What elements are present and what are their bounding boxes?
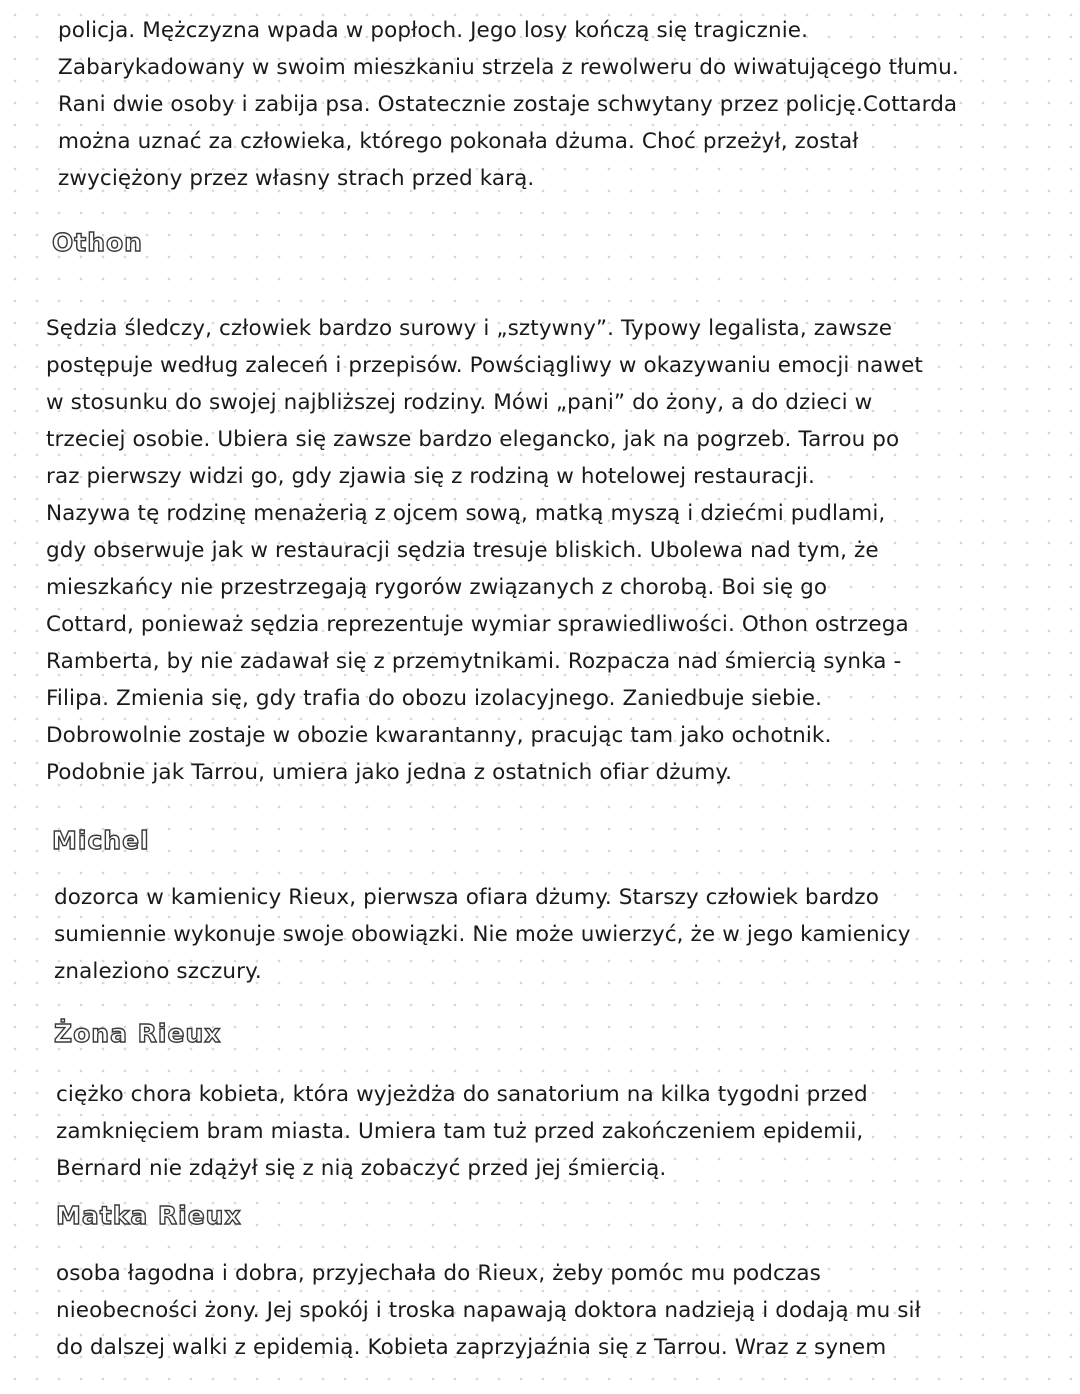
text-line: Rani dwie osoby i zabija psa. Ostatecznie zostaje schwytany przez policję.Cottarda [58,92,958,117]
text-line: w stosunku do swojej najbliższej rodziny. Mówi „pani” do żony, a do dzieci w [46,390,873,415]
matka-rieux-heading: Matka Rieux [56,1201,242,1230]
text-line: trzeciej osobie. Ubiera się zawsze bardzo elegancko, jak na pogrzeb. Tarrou po [46,427,900,452]
text-line: raz pierwszy widzi go, gdy zjawia się z rodziną w hotelowej restauracji. [46,464,815,489]
text-line: sumiennie wykonuje swoje obowiązki. Nie może uwierzyć, że w jego kamienicy [54,922,911,947]
text-line: Dobrowolnie zostaje w obozie kwarantanny, pracując tam jako ochotnik. [46,723,832,748]
text-line: policja. Mężczyzna wpada w popłoch. Jego losy kończą się tragicznie. [58,18,809,43]
michel-heading: Michel [52,826,150,855]
text-line: Sędzia śledczy, człowiek bardzo surowy i „sztywny”. Typowy legalista, zawsze [46,316,893,341]
text-line: Ramberta, by nie zadawał się z przemytnikami. Rozpacza nad śmiercią synka - [46,649,902,674]
text-line: mieszkańcy nie przestrzegają rygorów związanych z chorobą. Boi się go [46,575,828,600]
text-line: można uznać za człowieka, którego pokonała dżuma. Choć przeżył, został [58,129,859,154]
text-line: postępuje według zaleceń i przepisów. Powściągliwy w okazywaniu emocji nawet [46,353,923,378]
othon-heading: Othon [52,228,143,257]
text-line: do dalszej walki z epidemią. Kobieta zaprzyjaźnia się z Tarrou. Wraz z synem [56,1335,887,1360]
text-line: ciężko chora kobieta, która wyjeżdża do sanatorium na kilka tygodni przed [56,1082,868,1107]
text-line: Nazywa tę rodzinę menażerią z ojcem sową, matką myszą i dziećmi pudlami, [46,501,886,526]
text-line: zamknięciem bram miasta. Umiera tam tuż przed zakończeniem epidemii, [56,1119,864,1144]
text-line: dozorca w kamienicy Rieux, pierwsza ofiara dżumy. Starszy człowiek bardzo [54,885,879,910]
zona-rieux-paragraph [56,1076,1046,1187]
othon-paragraph [46,310,1036,791]
text-line: Zabarykadowany w swoim mieszkaniu strzela z rewolweru do wiwatującego tłumu. [58,55,959,80]
michel-paragraph [54,879,1044,990]
text-line: osoba łagodna i dobra, przyjechała do Rieux, żeby pomóc mu podczas [56,1261,821,1286]
zona-rieux-heading: Żona Rieux [54,1019,222,1048]
text-line: nieobecności żony. Jej spokój i troska napawają doktora nadzieją i dodają mu sił [56,1298,921,1323]
matka-rieux-paragraph [56,1255,1046,1366]
text-line: Cottard, ponieważ sędzia reprezentuje wymiar sprawiedliwości. Othon ostrzega [46,612,909,637]
text-line: zwyciężony przez własny strach przed karą. [58,166,535,191]
text-line: Podobnie jak Tarrou, umiera jako jedna z ostatnich ofiar dżumy. [46,760,733,785]
text-line: Filipa. Zmienia się, gdy trafia do obozu izolacyjnego. Zaniedbuje siebie. [46,686,823,711]
text-line: Bernard nie zdążył się z nią zobaczyć przed jej śmiercią. [56,1156,667,1181]
text-line: znaleziono szczury. [54,959,262,984]
text-line: gdy obserwuje jak w restauracji sędzia tresuje bliskich. Ubolewa nad tym, że [46,538,879,563]
cottard-paragraph [58,12,1048,197]
